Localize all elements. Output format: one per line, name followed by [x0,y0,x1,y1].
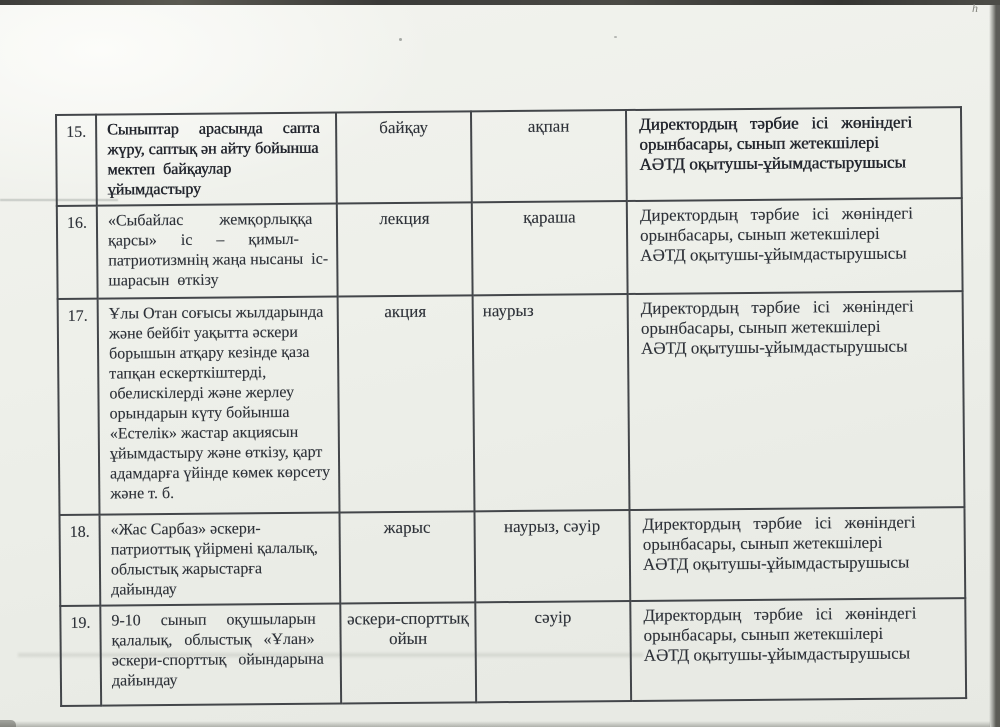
scan-speck [399,38,402,41]
responsible-cell: Директордың тәрбие ісі жөніндегі орынбасары, сынып жетекшілері АӘТД оқытушы-ұйымдастырушысы [629,507,965,601]
activity-cell: Ұлы Отан соғысы жылдарында және бейбіт уақытта әскери борышын атқару кезінде қаза тапқан ескерткіштерді, обелискілерді және жерлеу орындарын күту бойынша «Естелік» жастар акциясын ұйымдастыру және өткізу, қарт адамдарға үйінде көмек көрсету және т. б. [98,297,340,515]
scanner-edge-bottom [0,721,990,727]
row-number-cell: 17. [58,299,100,515]
activity-cell: Сыныптар арасында сапта жүру, саптық ән айту бойынша мектеп байқаулар ұйымдастыру [96,113,337,206]
scan-speck [614,36,617,38]
row-number-cell: 15. [56,115,97,206]
activity-cell: 9-10 сынып оқушыларын қалалық, облыстық «Ұлан» әскери-спорттық ойындарына дайындау [100,604,341,706]
month-cell: наурыз, сәуір [474,510,630,602]
scanner-edge-right [989,0,1000,727]
month-cell: ақпан [471,110,627,202]
month-cell: наурыз [473,294,630,511]
activity-cell: «Сыбайлас жемқорлыққа қарсы» іс – қимыл- патриотизмнің жаңа нысаны іс- шарасын өткізу [97,204,338,299]
pen-corner-mark: һ [972,1,978,15]
table-row [57,198,963,299]
responsible-cell: Директордың тәрбие ісі жөніндегі орынбасары, сынып жетекшілері АӘТД оқытушы-ұйымдастырушысы [630,598,966,701]
month-cell: қараша [472,201,628,295]
responsible-cell: Директордың тәрбие ісі жөніндегі орынбасары, сынып жетекшілері АӘТД оқытушы-ұйымдастырушысы [627,198,963,294]
responsible-cell: Директордың тәрбие ісі жөніндегі орынбасары, сынып жетекшілері АӘТД оқытушы-ұйымдастырушысы [626,107,962,201]
form-cell: акция [338,295,475,512]
responsible-cell: Директордың тәрбие ісі жөніндегі орынбасары, сынып жетекшілері АӘТД оқытушы-ұйымдастырушысы [628,291,965,510]
table-row [58,291,965,515]
form-cell: лекция [337,202,473,296]
row-number-cell: 19. [60,606,101,706]
row-number-cell: 18. [59,515,100,606]
table-row [59,507,965,606]
activity-cell: «Жас Сарбаз» әскери- патриоттық үйірмені қалалық, облыстық жарыстарға дайындау [99,513,340,606]
activity-plan-table [55,106,967,707]
form-cell: әскери-спорттық ойын [340,602,476,703]
form-cell: байқау [336,111,472,203]
row-number-cell: 16. [57,206,98,299]
scan-corner-blot [0,720,16,727]
table-row [60,598,966,706]
form-cell: жарыс [339,511,475,603]
scanner-edge-top [0,0,1000,5]
month-cell: сәуір [475,601,631,702]
table-row [56,107,962,206]
